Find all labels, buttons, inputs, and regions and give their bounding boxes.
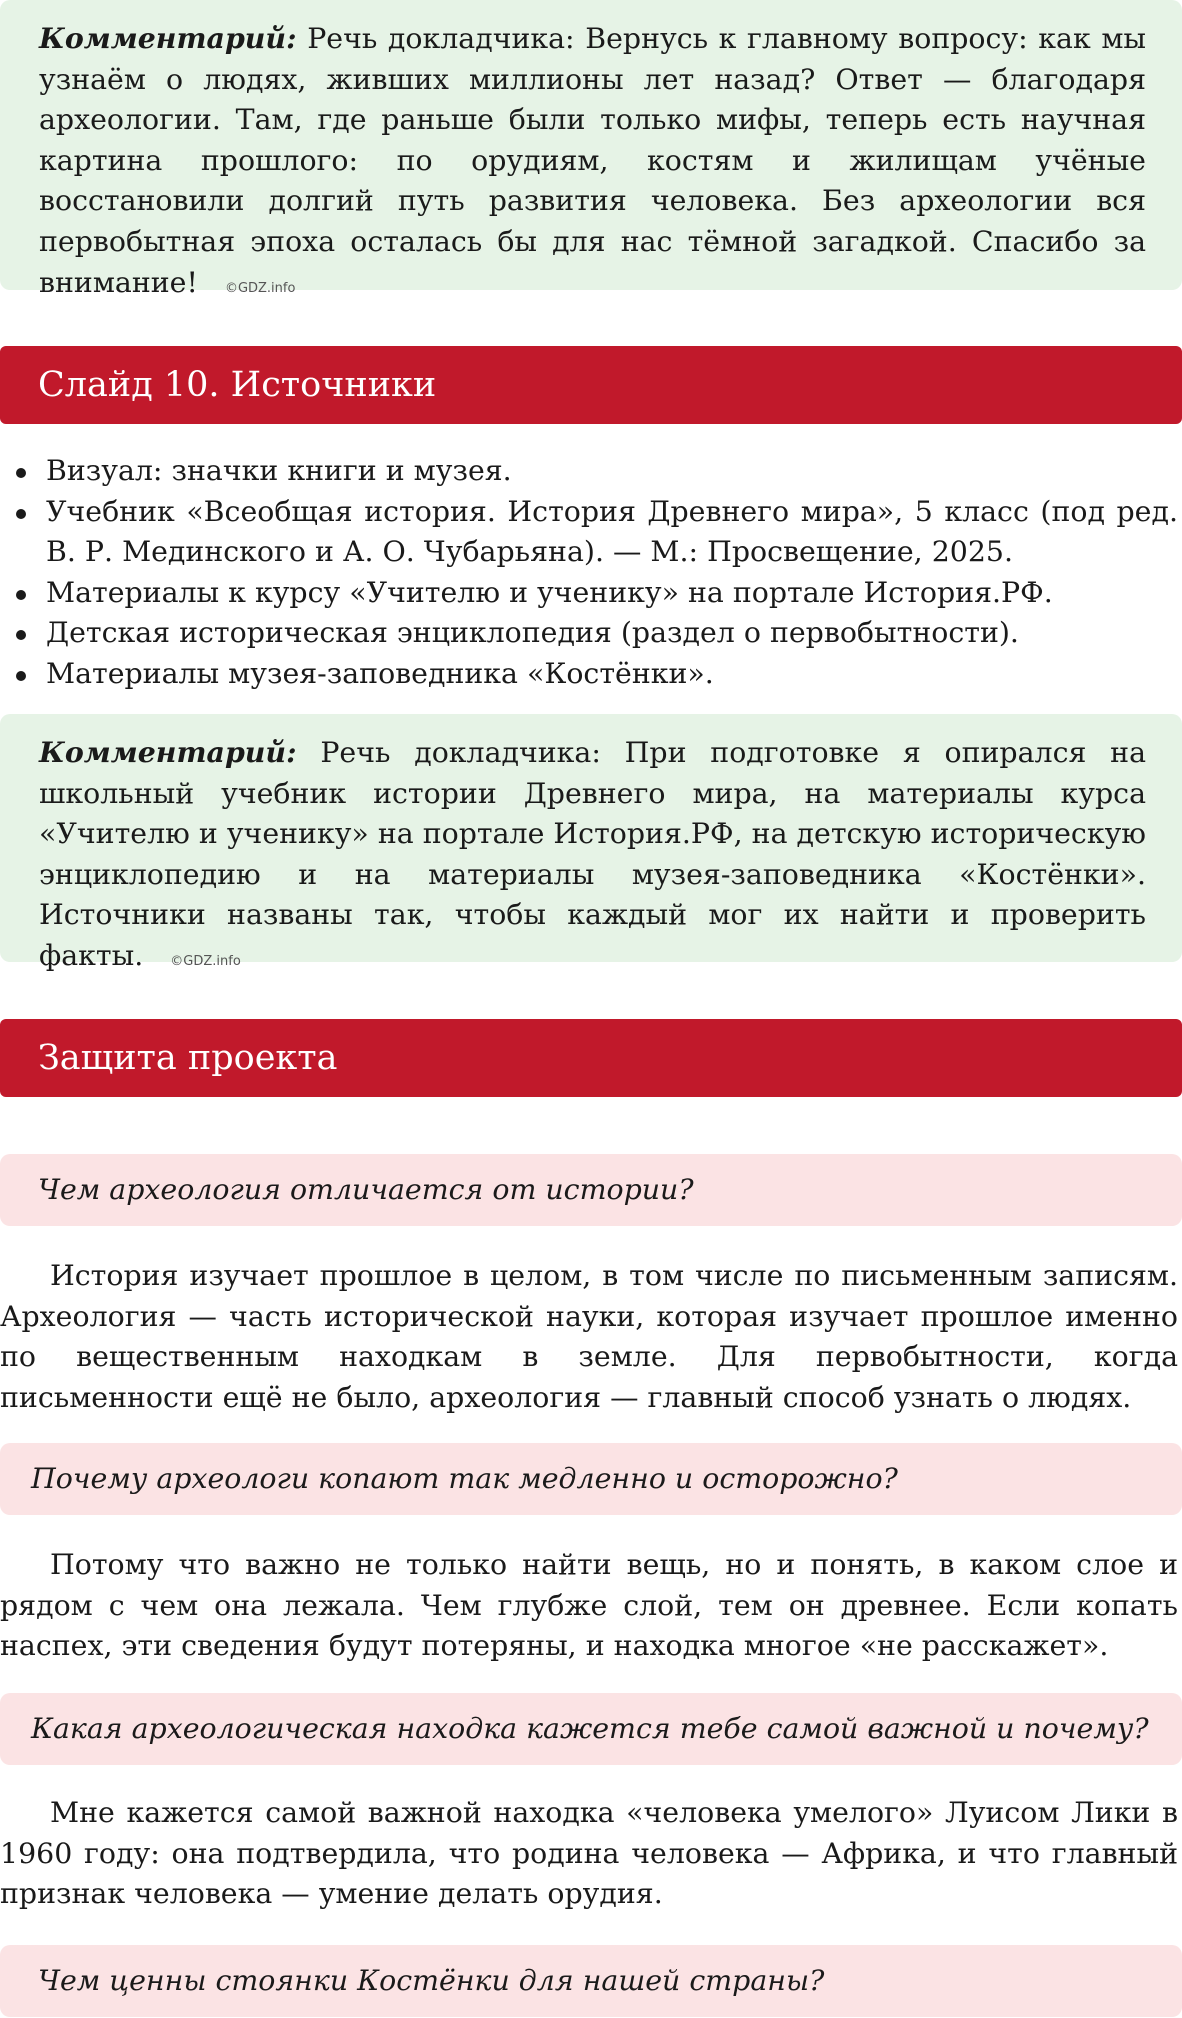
- comment-text: Речь докладчика: Вернусь к главному вопросу: как мы узнаём о людях, живших миллионы лет назад? Ответ — благодаря археологии. Там, где раньше были только мифы, теперь есть научная картина прошлого: по орудиям, костям и жилищам учёные восстановили долгий путь развития человека. Без археологии вся первобытная эпоха осталась бы для нас тёмной загадкой. Спасибо за внимание!: [39, 22, 1146, 299]
- speaker-comment-2: [0, 714, 1182, 972]
- comment-label: Комментарий:: [39, 735, 297, 769]
- source-item: Детская историческая энциклопедия (раздел о первобытности).: [14, 613, 1178, 654]
- question-text: Почему археологи копают так медленно и осторожно?: [31, 1462, 898, 1495]
- question-box: [0, 1443, 1182, 1515]
- source-item: Материалы музея-заповедника «Костёнки».: [14, 654, 1178, 695]
- question-text: Чем ценны стоянки Костёнки для нашей страны?: [38, 1964, 825, 1997]
- question-box: [0, 1693, 1182, 1765]
- source-item: Визуал: значки книги и музея.: [14, 451, 1178, 492]
- question-text: Чем археология отличается от истории?: [38, 1173, 694, 1206]
- watermark: ©GDZ.info: [170, 953, 241, 969]
- project-defense-title: Защита проекта: [38, 1038, 338, 1078]
- question-box: [0, 1154, 1182, 1226]
- answer-paragraph: История изучает прошлое в целом, в том числе по письменным записям. Археология — часть исторической науки, которая изучает прошлое именно по вещественным находкам в земле. Для первобытности, когда письменности ещё не было, археология — главный способ узнать о людях.: [0, 1259, 1178, 1414]
- answer-paragraph: Потому что важно не только найти вещь, но и понять, в каком слое и рядом с чем она лежала. Чем глубже слой, тем он древнее. Если копать наспех, эти сведения будут потеряны, и находка многое «не расскажет».: [0, 1548, 1178, 1663]
- question-text: Какая археологическая находка кажется тебе самой важной и почему?: [31, 1712, 1149, 1745]
- comment-text: Речь докладчика: При подготовке я опирался на школьный учебник истории Древнего мира, на материалы курса «Учителю и ученику» на портале История.РФ, на детскую историческую энциклопедию и на материалы музея-заповедника «Костёнки». Источники названы так, чтобы каждый мог их найти и проверить факты.: [39, 736, 1146, 972]
- slide-10-title: Слайд 10. Источники: [38, 365, 437, 405]
- speaker-comment-1: [0, 0, 1182, 299]
- source-item: Учебник «Всеобщая история. История Древнего мира», 5 класс (под ред. В. Р. Мединского и А. О. Чубарьяна). — М.: Просвещение, 2025.: [14, 492, 1178, 573]
- comment-label: Комментарий:: [39, 21, 297, 55]
- slide-10-header: [0, 346, 1182, 424]
- project-defense-header: [0, 1019, 1182, 1097]
- source-item: Материалы к курсу «Учителю и ученику» на портале История.РФ.: [14, 573, 1178, 614]
- answer-paragraph: Мне кажется самой важной находка «человека умелого» Луисом Лики в 1960 году: она подтвердила, что родина человека — Африка, и что главный признак человека — умение делать орудия.: [0, 1796, 1178, 1911]
- question-box: [0, 1945, 1182, 2017]
- sources-list: [0, 451, 1182, 695]
- watermark: ©GDZ.info: [224, 280, 296, 296]
